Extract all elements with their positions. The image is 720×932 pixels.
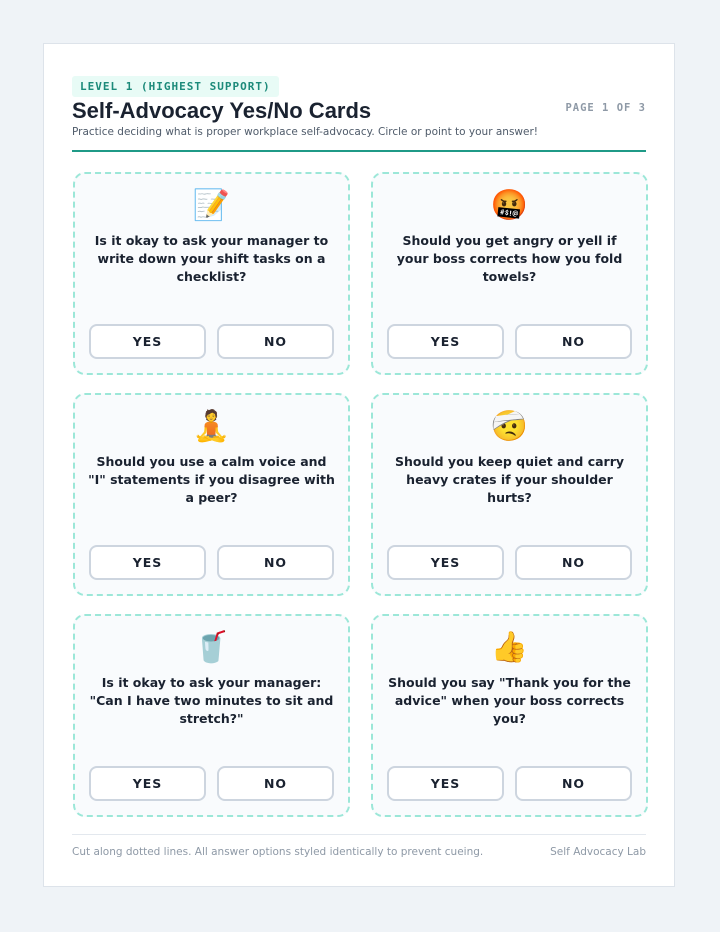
- card-question: Should you say "Thank you for the advice" when your boss corrects you?: [388, 675, 631, 726]
- thumbs-up-icon: 👍: [490, 630, 529, 665]
- yes-button[interactable]: YES: [387, 324, 504, 359]
- yes-button[interactable]: YES: [387, 766, 504, 801]
- no-button[interactable]: NO: [217, 545, 334, 580]
- header-divider: [72, 150, 646, 152]
- no-button[interactable]: NO: [217, 324, 334, 359]
- question-card: [73, 393, 350, 596]
- no-button[interactable]: NO: [515, 545, 632, 580]
- yes-button[interactable]: YES: [89, 545, 206, 580]
- card-question: Should you use a calm voice and "I" statements if you disagree with a peer?: [88, 454, 335, 505]
- angry-face-icon: 🤬: [490, 188, 529, 223]
- page-number: PAGE 1 OF 3: [565, 102, 646, 114]
- worksheet-page: [43, 43, 675, 887]
- footer-note: Cut along dotted lines. All answer options styled identically to prevent cueing.: [72, 846, 484, 858]
- page-subtitle: Practice deciding what is proper workplace self-advocacy. Circle or point to your answer!: [72, 126, 538, 138]
- page-title: Self-Advocacy Yes/No Cards: [72, 98, 372, 123]
- card-question: Is it okay to ask your manager to write down your shift tasks on a checklist?: [94, 233, 329, 284]
- question-card: [371, 172, 648, 375]
- footer-brand: Self Advocacy Lab: [550, 846, 646, 858]
- card-question: Should you keep quiet and carry heavy crates if your shoulder hurts?: [394, 454, 625, 505]
- no-button[interactable]: NO: [515, 766, 632, 801]
- no-button[interactable]: NO: [515, 324, 632, 359]
- yes-button[interactable]: YES: [89, 766, 206, 801]
- meditation-icon: 🧘: [192, 409, 231, 444]
- question-card: [73, 614, 350, 817]
- card-question: Is it okay to ask your manager: "Can I have two minutes to sit and stretch?": [89, 675, 334, 726]
- yes-button[interactable]: YES: [89, 324, 206, 359]
- no-button[interactable]: NO: [217, 766, 334, 801]
- question-card: [371, 393, 648, 596]
- question-card: [73, 172, 350, 375]
- memo-icon: 📝: [192, 188, 231, 223]
- drink-cup-icon: 🥤: [192, 630, 231, 665]
- card-question: Should you get angry or yell if your boss corrects how you fold towels?: [396, 233, 623, 284]
- footer-divider: [72, 834, 646, 835]
- yes-button[interactable]: YES: [387, 545, 504, 580]
- question-card: [371, 614, 648, 817]
- injured-face-icon: 🤕: [490, 409, 529, 444]
- level-badge: LEVEL 1 (HIGHEST SUPPORT): [72, 76, 279, 97]
